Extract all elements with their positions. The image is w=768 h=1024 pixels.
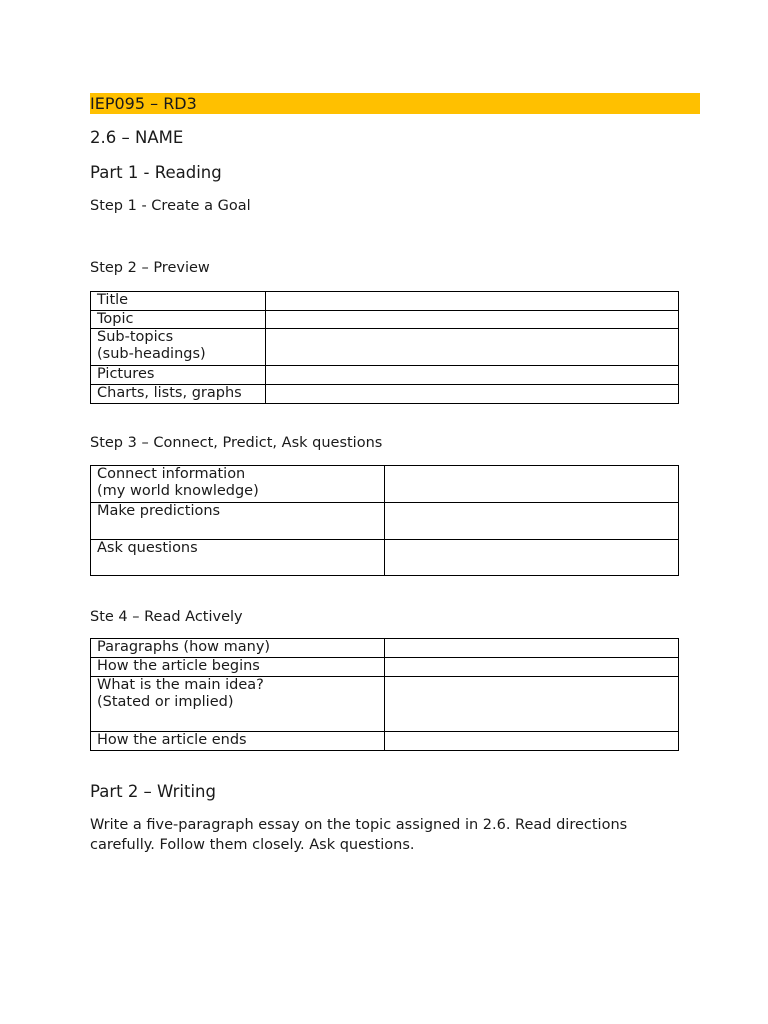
connect-table — [90, 465, 679, 576]
preview-answer-cell[interactable] — [266, 311, 679, 329]
connect-label-cell: Make predictions — [91, 503, 385, 540]
read-label-cell: How the article begins — [91, 658, 385, 677]
table-row — [91, 466, 679, 503]
table-row — [91, 329, 679, 366]
table-row — [91, 311, 679, 329]
preview-label-cell: Pictures — [91, 366, 266, 385]
read-label-cell: How the article ends — [91, 732, 385, 751]
part1-heading: Part 1 - Reading — [90, 163, 222, 182]
read-answer-cell[interactable] — [385, 639, 679, 658]
table-row — [91, 385, 679, 404]
read-table — [90, 638, 679, 751]
step4-label: Ste 4 – Read Actively — [90, 609, 243, 625]
connect-answer-cell[interactable] — [385, 540, 679, 576]
writing-instructions: Write a five-paragraph essay on the topic assigned in 2.6. Read directions carefully. Follow them closely. Ask questions. — [90, 817, 628, 853]
preview-label-cell: Title — [91, 292, 266, 311]
preview-label-cell: Topic — [91, 311, 266, 329]
table-row — [91, 540, 679, 576]
connect-answer-cell[interactable] — [385, 503, 679, 540]
read-answer-cell[interactable] — [385, 732, 679, 751]
table-row — [91, 366, 679, 385]
step2-label: Step 2 – Preview — [90, 260, 210, 276]
connect-label-cell: Connect information (my world knowledge) — [91, 466, 385, 503]
preview-answer-cell[interactable] — [266, 385, 679, 404]
table-row — [91, 658, 679, 677]
preview-answer-cell[interactable] — [266, 366, 679, 385]
preview-answer-cell[interactable] — [266, 329, 679, 366]
step1-label: Step 1 - Create a Goal — [90, 198, 251, 214]
preview-label-cell: Charts, lists, graphs — [91, 385, 266, 404]
table-row — [91, 503, 679, 540]
unit-heading: 2.6 – NAME — [90, 128, 184, 147]
read-label-cell: What is the main idea? (Stated or implied) — [91, 677, 385, 732]
read-answer-cell[interactable] — [385, 677, 679, 732]
preview-answer-cell[interactable] — [266, 292, 679, 311]
read-answer-cell[interactable] — [385, 658, 679, 677]
table-row — [91, 292, 679, 311]
table-row — [91, 639, 679, 658]
connect-answer-cell[interactable] — [385, 466, 679, 503]
preview-label-cell: Sub-topics (sub-headings) — [91, 329, 266, 366]
connect-label-cell: Ask questions — [91, 540, 385, 576]
part2-heading: Part 2 – Writing — [90, 782, 216, 801]
course-title: IEP095 – RD3 — [90, 93, 700, 114]
read-label-cell: Paragraphs (how many) — [91, 639, 385, 658]
table-row — [91, 732, 679, 751]
preview-table — [90, 291, 679, 404]
table-row — [91, 677, 679, 732]
step3-label: Step 3 – Connect, Predict, Ask questions — [90, 435, 383, 451]
